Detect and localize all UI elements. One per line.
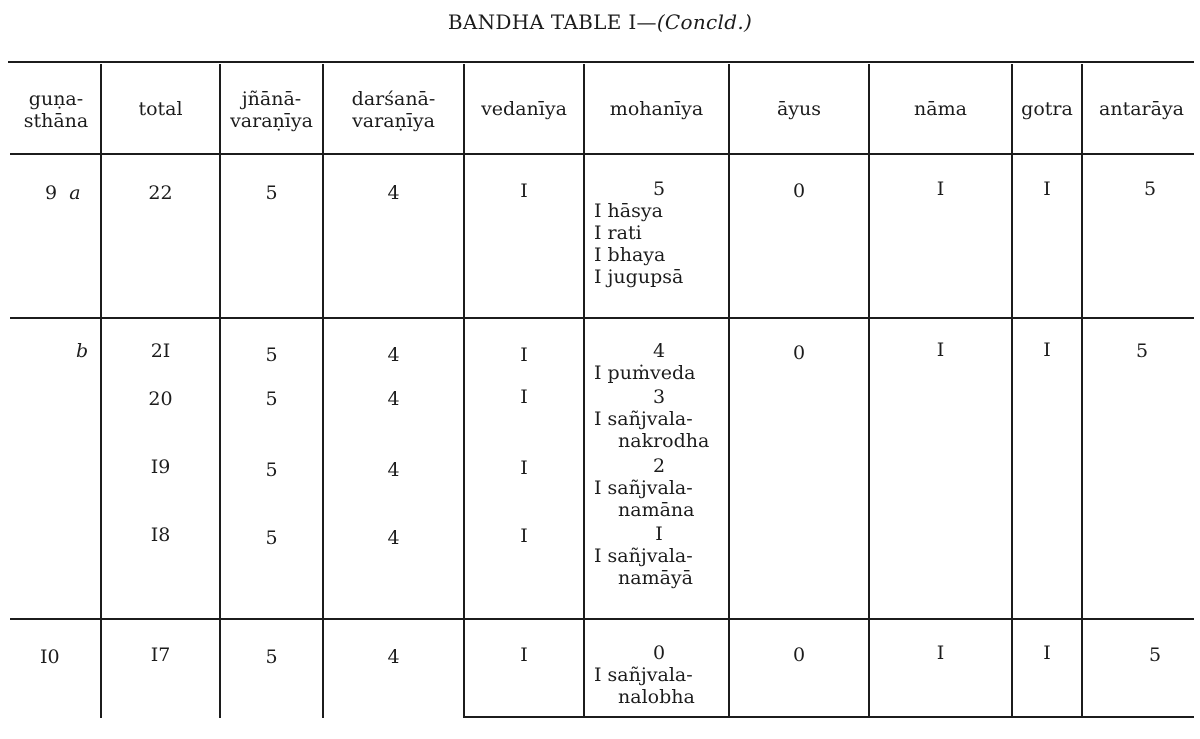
section-b-row-1-mohaniya-item: I puṁveda xyxy=(594,362,696,384)
section-a-gunasthana xyxy=(45,182,81,205)
header-gunasthana-line1: guṇa- xyxy=(28,88,84,110)
section-b-row-4-darsana: 4 xyxy=(387,527,400,549)
section-a-sub-label: a xyxy=(69,182,81,204)
section-b-antaraya: 5 xyxy=(1135,340,1149,362)
section-c-jnana: 5 xyxy=(265,646,278,668)
section-b-row-2-mohaniya xyxy=(594,386,724,452)
section-b-rule xyxy=(10,618,1194,620)
header-jnana-line1: jñānā- xyxy=(241,88,302,110)
header-total: total xyxy=(138,98,183,120)
section-b-nama: I xyxy=(936,339,945,361)
section-b-row-3-total: I9 xyxy=(150,456,171,478)
section-a-total: 22 xyxy=(148,182,173,204)
section-c-ayus: 0 xyxy=(792,644,806,666)
col-divider-6 xyxy=(728,64,730,718)
section-c-antaraya: 5 xyxy=(1148,644,1162,666)
section-c-total: I7 xyxy=(150,644,171,666)
section-a-jnana: 5 xyxy=(265,182,278,204)
section-c-mohaniya-count: 0 xyxy=(652,642,666,664)
header-jnanavaraniya xyxy=(221,88,322,132)
col-divider-5 xyxy=(583,64,585,718)
section-b-row-1-darsana: 4 xyxy=(387,344,400,366)
section-b-row-1-total: 2I xyxy=(150,340,171,362)
section-b-row-2-mohaniya-count: 3 xyxy=(652,386,666,408)
section-b-row-3-vedaniya: I xyxy=(520,457,528,479)
table-title-main: BANDHA TABLE I— xyxy=(447,10,657,34)
header-nama: nāma xyxy=(914,98,967,120)
section-b-row-4-total: I8 xyxy=(150,524,171,546)
header-rule xyxy=(10,153,1194,155)
header-gunasthana xyxy=(12,88,100,132)
section-b-row-1-jnana: 5 xyxy=(265,344,278,366)
header-antaraya: antarāya xyxy=(1099,98,1184,120)
section-b-row-3-mohaniya-item: I sañjvala- xyxy=(594,477,693,499)
section-a-mohaniya xyxy=(594,178,724,288)
section-b-row-2-mohaniya-item-cont: nakrodha xyxy=(618,430,710,452)
section-c-gunasthana: I0 xyxy=(40,646,60,668)
section-b-row-4-vedaniya: I xyxy=(520,525,528,547)
section-a-ayus: 0 xyxy=(792,180,806,202)
section-b-row-4-mohaniya-count: I xyxy=(655,523,663,545)
header-mohaniya: mohanīya xyxy=(609,98,704,120)
section-a-vedaniya: I xyxy=(520,180,528,202)
section-c-nama: I xyxy=(936,642,945,664)
header-jnana-line2: varaṇīya xyxy=(230,110,313,132)
section-b-row-4-mohaniya-item-cont: namāyā xyxy=(618,567,693,589)
header-darsana-line1: darśanā- xyxy=(351,88,436,110)
section-b-gotra: I xyxy=(1043,339,1051,361)
col-divider-9 xyxy=(1081,64,1083,718)
section-a-rule xyxy=(10,317,1194,319)
section-a-gunasthana-number: 9 xyxy=(45,182,58,204)
section-b-row-3-darsana: 4 xyxy=(387,459,400,481)
header-darsanavaraniya xyxy=(324,88,463,132)
section-c-vedaniya: I xyxy=(520,644,528,666)
section-b-row-2-total: 20 xyxy=(148,388,173,410)
header-gunasthana-line2: sthāna xyxy=(23,110,89,132)
section-a-darsana: 4 xyxy=(387,182,400,204)
section-b-row-1-mohaniya-count: 4 xyxy=(652,340,666,362)
section-a-mohaniya-item: I bhaya xyxy=(594,244,666,266)
bottom-rule xyxy=(463,716,1194,718)
section-a-nama: I xyxy=(936,178,945,200)
section-a-mohaniya-item: I rati xyxy=(594,222,642,244)
section-b-row-2-jnana: 5 xyxy=(265,388,278,410)
section-b-row-1-mohaniya xyxy=(594,340,724,384)
header-ayus: āyus xyxy=(776,98,822,120)
section-c-mohaniya-item-cont: nalobha xyxy=(618,686,695,708)
col-divider-8 xyxy=(1011,64,1013,718)
section-c-mohaniya-item: I sañjvala- xyxy=(594,664,693,686)
section-a-mohaniya-item: I jugupsā xyxy=(594,266,684,288)
section-b-row-3-jnana: 5 xyxy=(265,459,278,481)
col-divider-7 xyxy=(868,64,870,718)
header-gotra: gotra xyxy=(1021,98,1073,120)
table-title xyxy=(0,10,1200,34)
section-b-row-2-vedaniya: I xyxy=(520,386,528,408)
section-b-row-2-mohaniya-item: I sañjvala- xyxy=(594,408,693,430)
top-rule xyxy=(8,61,1194,63)
table-title-suffix: (Concld.) xyxy=(656,10,753,34)
section-b-ayus: 0 xyxy=(792,342,806,364)
section-a-mohaniya-count: 5 xyxy=(652,178,666,200)
section-b-row-4-mohaniya xyxy=(594,523,724,589)
section-b-row-3-mohaniya-item-cont: namāna xyxy=(618,499,695,521)
section-b-row-4-mohaniya-item: I sañjvala- xyxy=(594,545,693,567)
section-c-gotra: I xyxy=(1043,642,1051,664)
section-b-row-3-mohaniya xyxy=(594,455,724,521)
section-b-row-3-mohaniya-count: 2 xyxy=(652,455,666,477)
section-c-mohaniya xyxy=(594,642,724,708)
section-b-row-2-darsana: 4 xyxy=(387,388,400,410)
section-b-row-1-vedaniya: I xyxy=(520,344,528,366)
section-b-row-4-jnana: 5 xyxy=(265,527,278,549)
section-c-darsana: 4 xyxy=(387,646,400,668)
section-a-antaraya: 5 xyxy=(1143,178,1157,200)
section-a-mohaniya-item: I hāsya xyxy=(594,200,663,222)
header-vedaniya: vedanīya xyxy=(481,98,567,120)
section-b-sub-label: b xyxy=(76,340,89,362)
header-darsana-line2: varaṇīya xyxy=(352,110,435,132)
section-a-gotra: I xyxy=(1043,178,1051,200)
